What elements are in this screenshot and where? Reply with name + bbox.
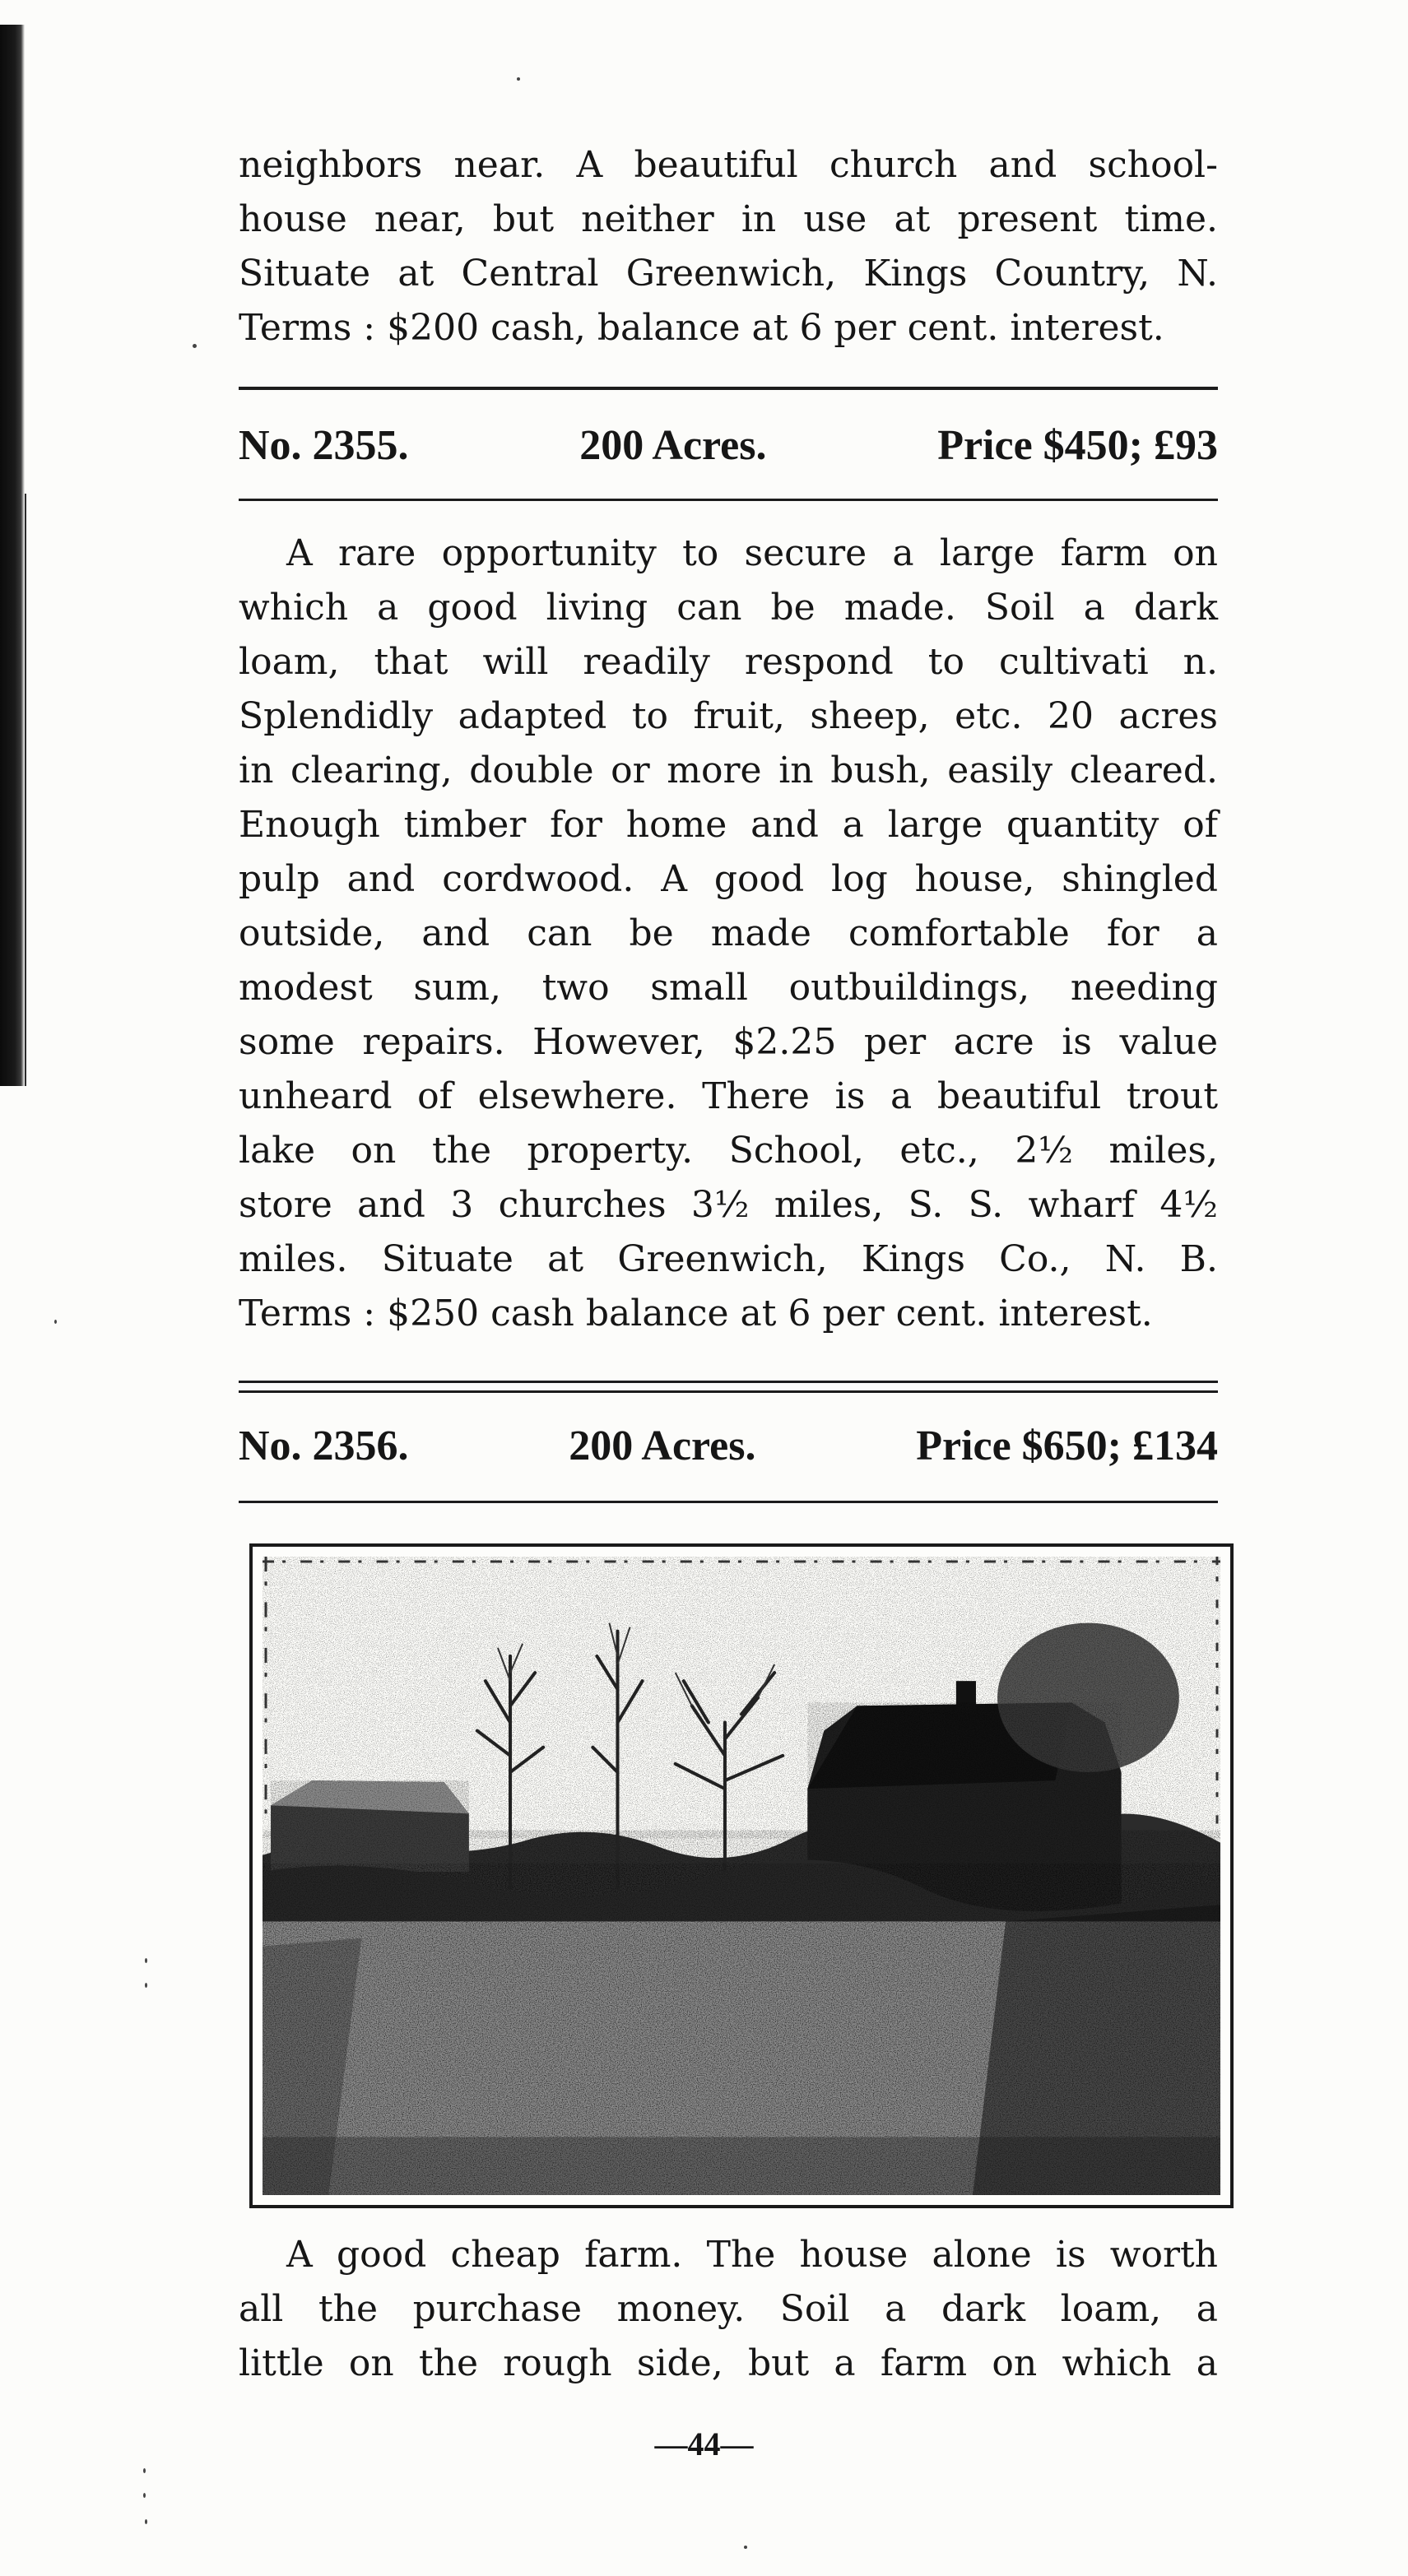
text-line: loam, that will readily respond to cultivati n.: [239, 641, 1218, 683]
text-line: little on the rough side, but a farm on which a: [239, 2342, 1218, 2384]
farm-photograph: [249, 1543, 1234, 2208]
text-line: Enough timber for home and a large quantity of: [239, 804, 1218, 846]
text-line: Situate at Central Greenwich, Kings Country, N.: [239, 253, 1218, 295]
text-line: pulp and cordwood. A good log house, shingled: [239, 858, 1218, 900]
text-line: store and 3 churches 3½ miles, S. S. wharf 4½: [239, 1184, 1218, 1226]
listing-number: No. 2356.: [239, 1423, 409, 1469]
speck: [193, 344, 197, 348]
page-number: —44—: [654, 2425, 754, 2462]
rule-2356-top-a: [239, 1381, 1218, 1383]
rule-2356-top-b: [239, 1390, 1218, 1393]
speck: [145, 2519, 147, 2524]
rule-2355-bottom: [239, 499, 1218, 501]
farm-photo-image: [263, 1557, 1220, 2195]
listing-price: Price $650; £134: [916, 1423, 1218, 1469]
text-line: Splendidly adapted to fruit, sheep, etc. 20 acres: [239, 695, 1218, 737]
listing-price: Price $450; £93: [937, 422, 1218, 469]
speck: [145, 1983, 147, 1988]
text-line: outside, and can be made comfortable for a: [239, 912, 1218, 954]
top-paragraph: [239, 138, 1218, 355]
text-line: modest sum, two small outbuildings, needing: [239, 967, 1218, 1009]
speck: [744, 2546, 747, 2549]
text-line: Terms : $200 cash, balance at 6 per cent. interest.: [239, 307, 1164, 349]
listing-2355-heading: [239, 420, 1218, 472]
text-line: A rare opportunity to secure a large farm on: [286, 532, 1218, 574]
text-line: A good cheap farm. The house alone is worth: [286, 2234, 1218, 2276]
speck: [145, 1958, 147, 1963]
listing-acres: 200 Acres.: [579, 422, 767, 469]
rule-2355-top: [239, 387, 1218, 390]
listing-number: No. 2355.: [239, 422, 409, 469]
speck: [143, 2493, 146, 2498]
speck: [143, 2468, 146, 2473]
text-line: Terms : $250 cash balance at 6 per cent. interest.: [239, 1293, 1153, 1334]
listing-2356-description: [239, 2228, 1218, 2391]
text-line: in clearing, double or more in bush, easily cleared.: [239, 750, 1218, 791]
text-line: neighbors near. A beautiful church and school-: [239, 144, 1218, 186]
text-line: house near, but neither in use at present time.: [239, 198, 1218, 240]
listing-2356-heading: [239, 1420, 1218, 1473]
speck: [517, 77, 520, 81]
text-line: which a good living can be made. Soil a dark: [239, 587, 1218, 629]
text-line: all the purchase money. Soil a dark loam, a: [239, 2288, 1218, 2330]
text-line: unheard of elsewhere. There is a beautiful trout: [239, 1075, 1218, 1117]
text-line: some repairs. However, $2.25 per acre is value: [239, 1021, 1218, 1063]
scan-edge-line: [25, 494, 26, 1086]
listing-2355-description: [239, 527, 1218, 1341]
scan-edge-artifact: [0, 25, 25, 1086]
rule-2356-bottom: [239, 1501, 1218, 1503]
text-line: lake on the property. School, etc., 2½ miles,: [239, 1130, 1218, 1172]
speck: [54, 1320, 57, 1324]
text-line: miles. Situate at Greenwich, Kings Co., N. B.: [239, 1238, 1218, 1280]
listing-acres: 200 Acres.: [569, 1423, 756, 1469]
